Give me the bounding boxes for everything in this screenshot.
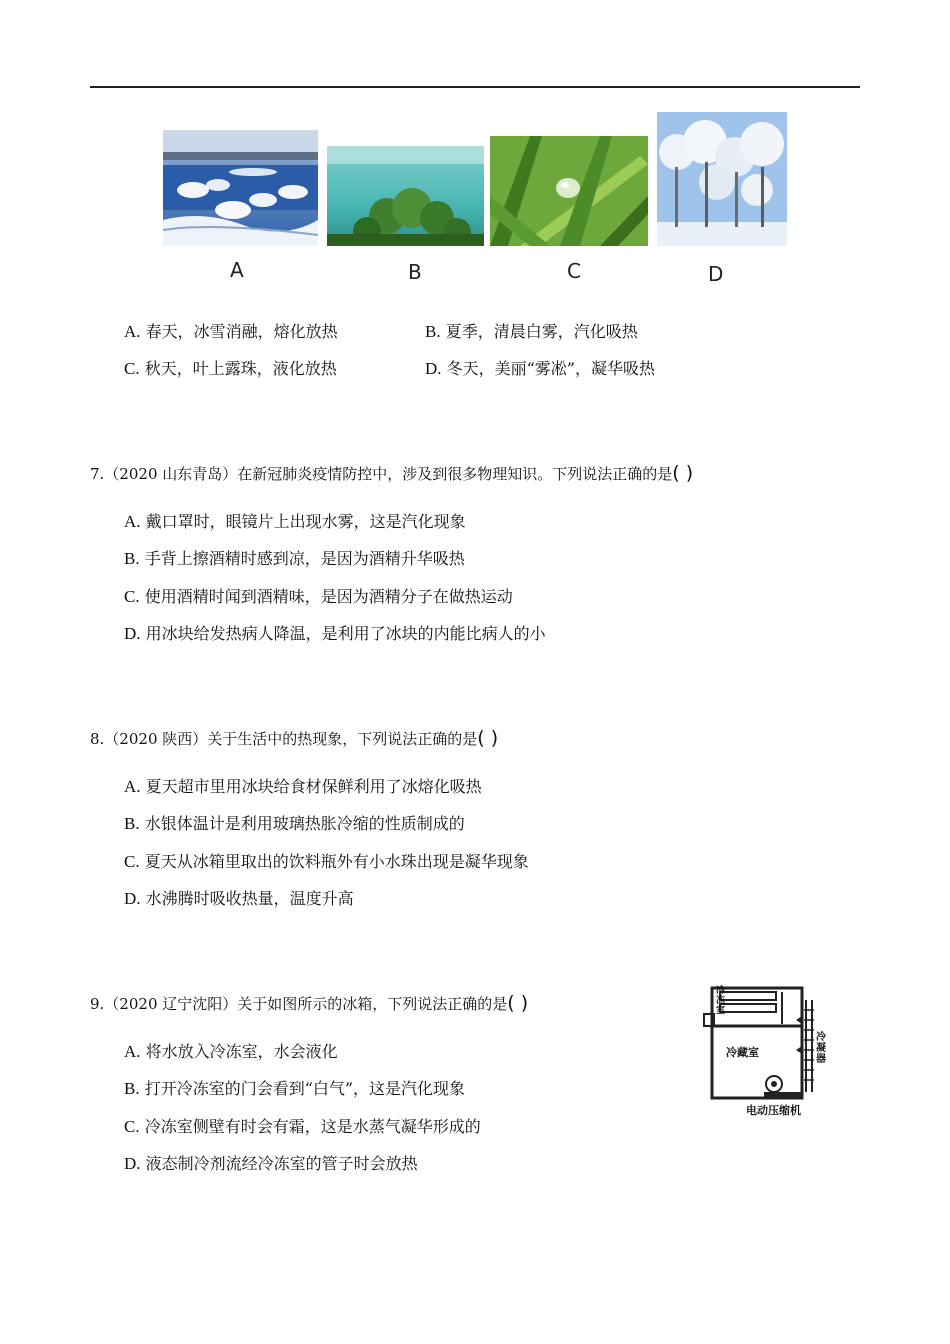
image-label-a: A <box>230 258 244 282</box>
misty-lake-photo-icon <box>327 146 484 246</box>
q8-option-a: A. 夏天超市里用冰块给食材保鲜利用了冰熔化吸热 <box>124 777 482 796</box>
freezer-label: 冷冻室 <box>716 986 726 1016</box>
dew-grass-photo-icon <box>490 136 648 246</box>
fridge-diagram <box>700 980 830 1120</box>
q9-option-b: B. 打开冷冻室的门会看到“白气”，这是汽化现象 <box>124 1079 466 1098</box>
q8-option-d: D. 水沸腾时吸收热量，温度升高 <box>124 889 354 908</box>
q9-stem: 9.（2020 辽宁沈阳）关于如图所示的冰箱，下列说法正确的是( ) <box>90 992 529 1014</box>
q7-option-a: A. 戴口罩时，眼镜片上出现水雾，这是汽化现象 <box>124 512 466 531</box>
q9-option-a: A. 将水放入冷冻室，水会液化 <box>124 1042 338 1061</box>
fridge-room-label: 冷藏室 <box>726 1046 759 1059</box>
header-rule <box>90 86 860 88</box>
q7-option-b: B. 手背上擦酒精时感到凉，是因为酒精升华吸热 <box>124 549 465 568</box>
q9-option-c: C. 冷冻室侧壁有时会有霜，这是水蒸气凝华形成的 <box>124 1117 481 1136</box>
photo-d <box>657 112 787 246</box>
snow-river-photo-icon <box>163 130 318 246</box>
image-label-c: C <box>567 259 581 283</box>
q7-option-d: D. 用冰块给发热病人降温，是利用了冰块的内能比病人的小 <box>124 624 546 643</box>
q9-option-d: D. 液态制冷剂流经冷冻室的管子时会放热 <box>124 1154 418 1173</box>
q6-option-a: A. 春天，冰雪消融，熔化放热 <box>124 322 338 341</box>
rime-trees-photo-icon <box>657 112 787 246</box>
photo-c <box>490 136 648 246</box>
image-label-d: D <box>708 262 724 286</box>
image-label-b: B <box>408 260 422 284</box>
q6-option-b: B. 夏季，清晨白雾，汽化吸热 <box>425 322 638 341</box>
q8-option-b: B. 水银体温计是利用玻璃热胀冷缩的性质制成的 <box>124 814 465 833</box>
q7-option-c: C. 使用酒精时闻到酒精味，是因为酒精分子在做热运动 <box>124 587 513 606</box>
condenser-label: 冷凝器 <box>816 1032 826 1065</box>
photo-b <box>327 146 484 246</box>
q8-stem: 8.（2020 陕西）关于生活中的热现象，下列说法正确的是( ) <box>90 727 499 749</box>
q6-option-d: D. 冬天，美丽“雾凇”，凝华吸热 <box>425 359 655 378</box>
q8-option-c: C. 夏天从冰箱里取出的饮料瓶外有小水珠出现是凝华现象 <box>124 852 529 871</box>
q6-option-c: C. 秋天，叶上露珠，液化放热 <box>124 359 337 378</box>
q7-stem: 7.（2020 山东青岛）在新冠肺炎疫情防控中，涉及到很多物理知识。下列说法正确的是( ) <box>90 462 694 484</box>
photo-a <box>163 130 318 246</box>
compressor-label: 电动压缩机 <box>746 1104 801 1117</box>
